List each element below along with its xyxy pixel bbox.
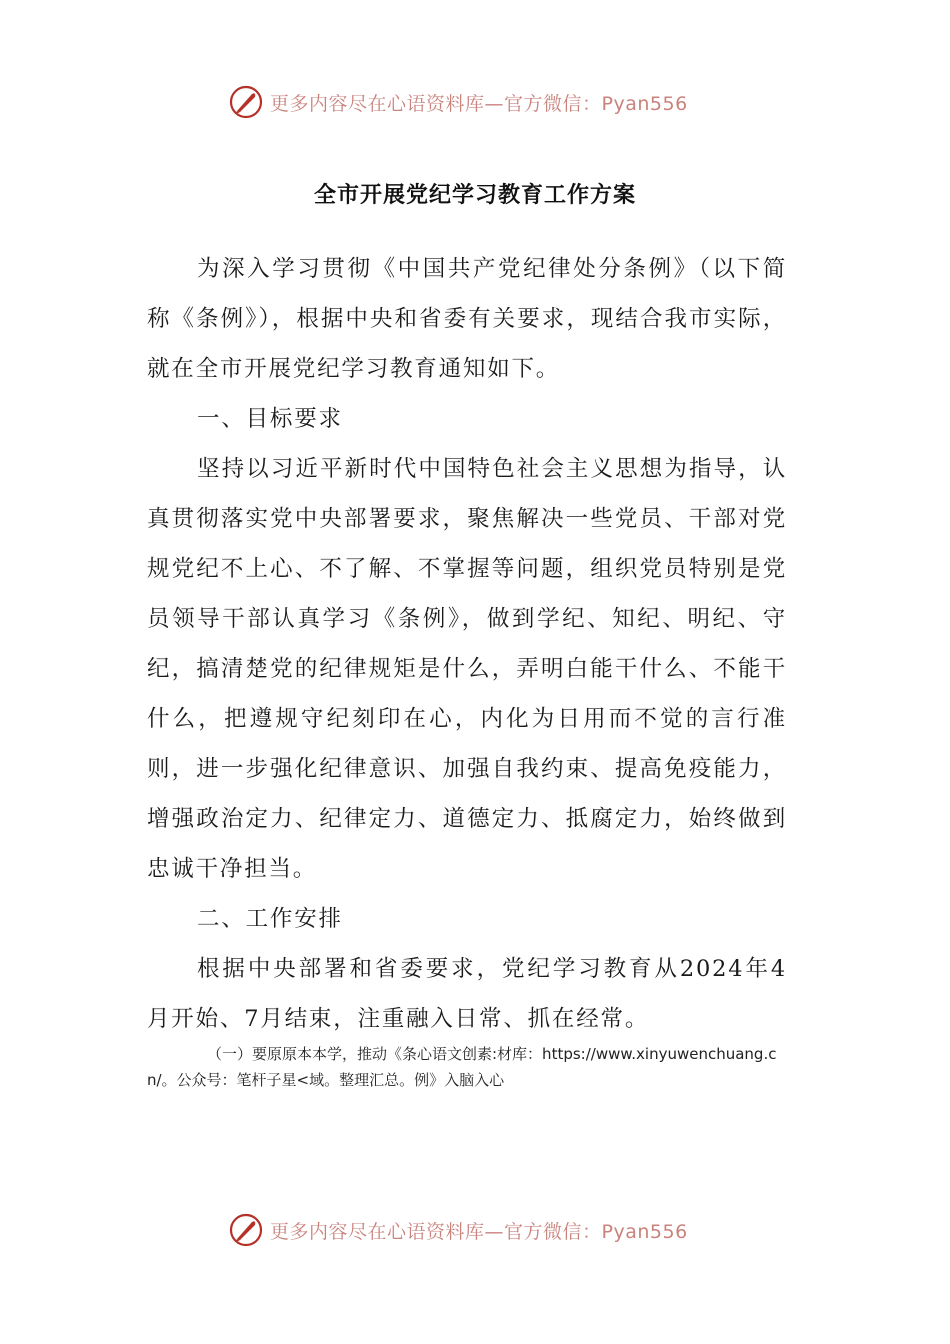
subsection-note: （一）要原原本本学，推动《条心语文创素:材库：https://www.xinyuwenchuang.cn/。公众号：笔杆子星<域。整理汇总。例》入脑入心 (147, 1045, 777, 1089)
section-heading-goals: 一、目标要求 (197, 406, 343, 432)
document-body (147, 244, 787, 1044)
banner-text: 更多内容尽在心语资料库—官方微信：Pyan556 (270, 1220, 688, 1243)
header-watermark-banner (228, 82, 688, 122)
document-title: 全市开展党纪学习教育工作方案 (313, 183, 636, 208)
arrangement-paragraph: 根据中央部署和省委要求，党纪学习教育从2024年4月开始、7月结束，注重融入日常、抓在经常。 (147, 956, 787, 1032)
banner-text: 更多内容尽在心语资料库—官方微信：Pyan556 (270, 92, 688, 115)
intro-paragraph: 为深入学习贯彻《中国共产党纪律处分条例》（以下简称《条例》），根据中央和省委有关要求，现结合我市实际，就在全市开展党纪学习教育通知如下。 (147, 256, 787, 382)
quill-pen-logo-icon (228, 1212, 264, 1248)
footer-watermark-banner (228, 1210, 688, 1250)
goals-paragraph: 坚持以习近平新时代中国特色社会主义思想为指导，认真贯彻落实党中央部署要求，聚焦解决一些党员、干部对党规党纪不上心、不了解、不掌握等问题，组织党员特别是党员领导干部认真学习《条例》，做到学纪、知纪、明纪、守纪，搞清楚党的纪律规矩是什么，弄明白能干什么、不能干什么，把遵规守纪刻印在心，内化为日用而不觉的言行准则，进一步强化纪律意识、加强自我约束、提高免疫能力，增强政治定力、纪律定力、道德定力、抵腐定力，始终做到忠诚干净担当。 (147, 456, 787, 882)
quill-pen-logo-icon (228, 84, 264, 120)
section-heading-arrangement: 二、工作安排 (197, 906, 343, 932)
